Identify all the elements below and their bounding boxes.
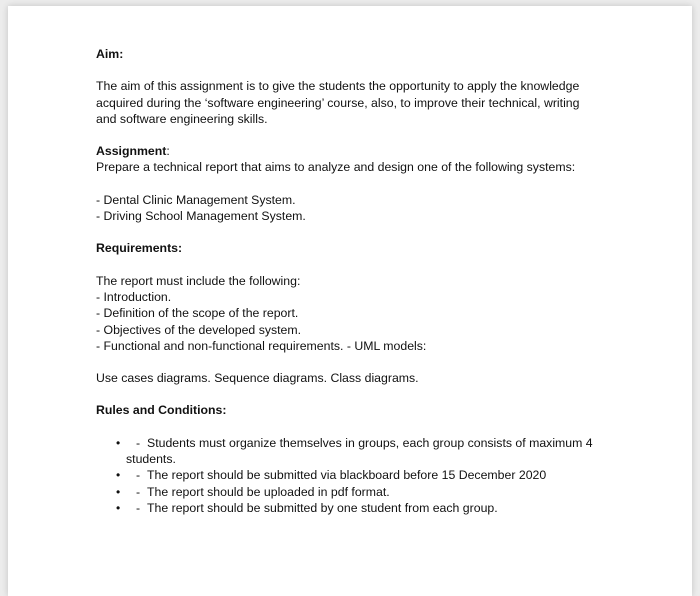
rules-list xyxy=(96,435,616,516)
systems-list xyxy=(96,192,616,225)
requirement-item: - Objectives of the developed system. xyxy=(96,322,302,337)
bullet-icon: • xyxy=(116,468,121,483)
requirements-intro: The report must include the following: xyxy=(96,273,301,288)
document-content xyxy=(96,46,616,516)
rule-item xyxy=(96,435,616,468)
rule-item xyxy=(96,484,616,500)
requirement-item: - Functional and non-functional requirements. - UML models: xyxy=(96,338,427,353)
system-item: - Driving School Management System. xyxy=(96,209,306,224)
assignment-heading-line xyxy=(96,143,616,159)
bullet-icon: • xyxy=(116,435,121,450)
assignment-heading: Assignment xyxy=(96,144,167,159)
rule-text-continued: students. xyxy=(126,452,176,467)
assignment-heading-colon: : xyxy=(166,144,170,159)
rule-text: The report should be submitted via blackboard before 15 December 2020 xyxy=(147,468,547,483)
requirements-list xyxy=(96,273,616,354)
aim-heading: Aim: xyxy=(96,47,124,61)
aim-line: acquired during the ‘software engineering’ course, also, to improve their technical, writing xyxy=(96,95,580,110)
bullet-icon: • xyxy=(116,500,121,515)
rule-item xyxy=(96,500,616,516)
requirements-heading: Requirements: xyxy=(96,241,183,256)
requirement-item: - Definition of the scope of the report. xyxy=(96,306,299,321)
bullet-icon: • xyxy=(116,484,121,499)
aim-paragraph xyxy=(96,78,616,127)
rules-heading: Rules and Conditions: xyxy=(96,403,227,418)
assignment-paragraph: Prepare a technical report that aims to analyze and design one of the following systems: xyxy=(96,160,576,175)
diagrams-line: Use cases diagrams. Sequence diagrams. Class diagrams. xyxy=(96,371,419,386)
requirement-item: - Introduction. xyxy=(96,289,172,304)
rule-text: The report should be submitted by one student from each group. xyxy=(147,500,498,515)
rule-dash: - xyxy=(136,484,141,499)
rule-dash: - xyxy=(136,468,141,483)
aim-line: and software engineering skills. xyxy=(96,111,268,126)
rule-text: Students must organize themselves in groups, each group consists of maximum 4 xyxy=(147,435,593,450)
rule-text: The report should be uploaded in pdf format. xyxy=(147,484,390,499)
rule-dash: - xyxy=(136,500,141,515)
rule-dash: - xyxy=(136,435,141,450)
rule-item xyxy=(96,467,616,483)
aim-line: The aim of this assignment is to give the students the opportunity to apply the knowledge xyxy=(96,79,580,94)
document-page xyxy=(8,6,692,596)
system-item: - Dental Clinic Management System. xyxy=(96,192,296,207)
